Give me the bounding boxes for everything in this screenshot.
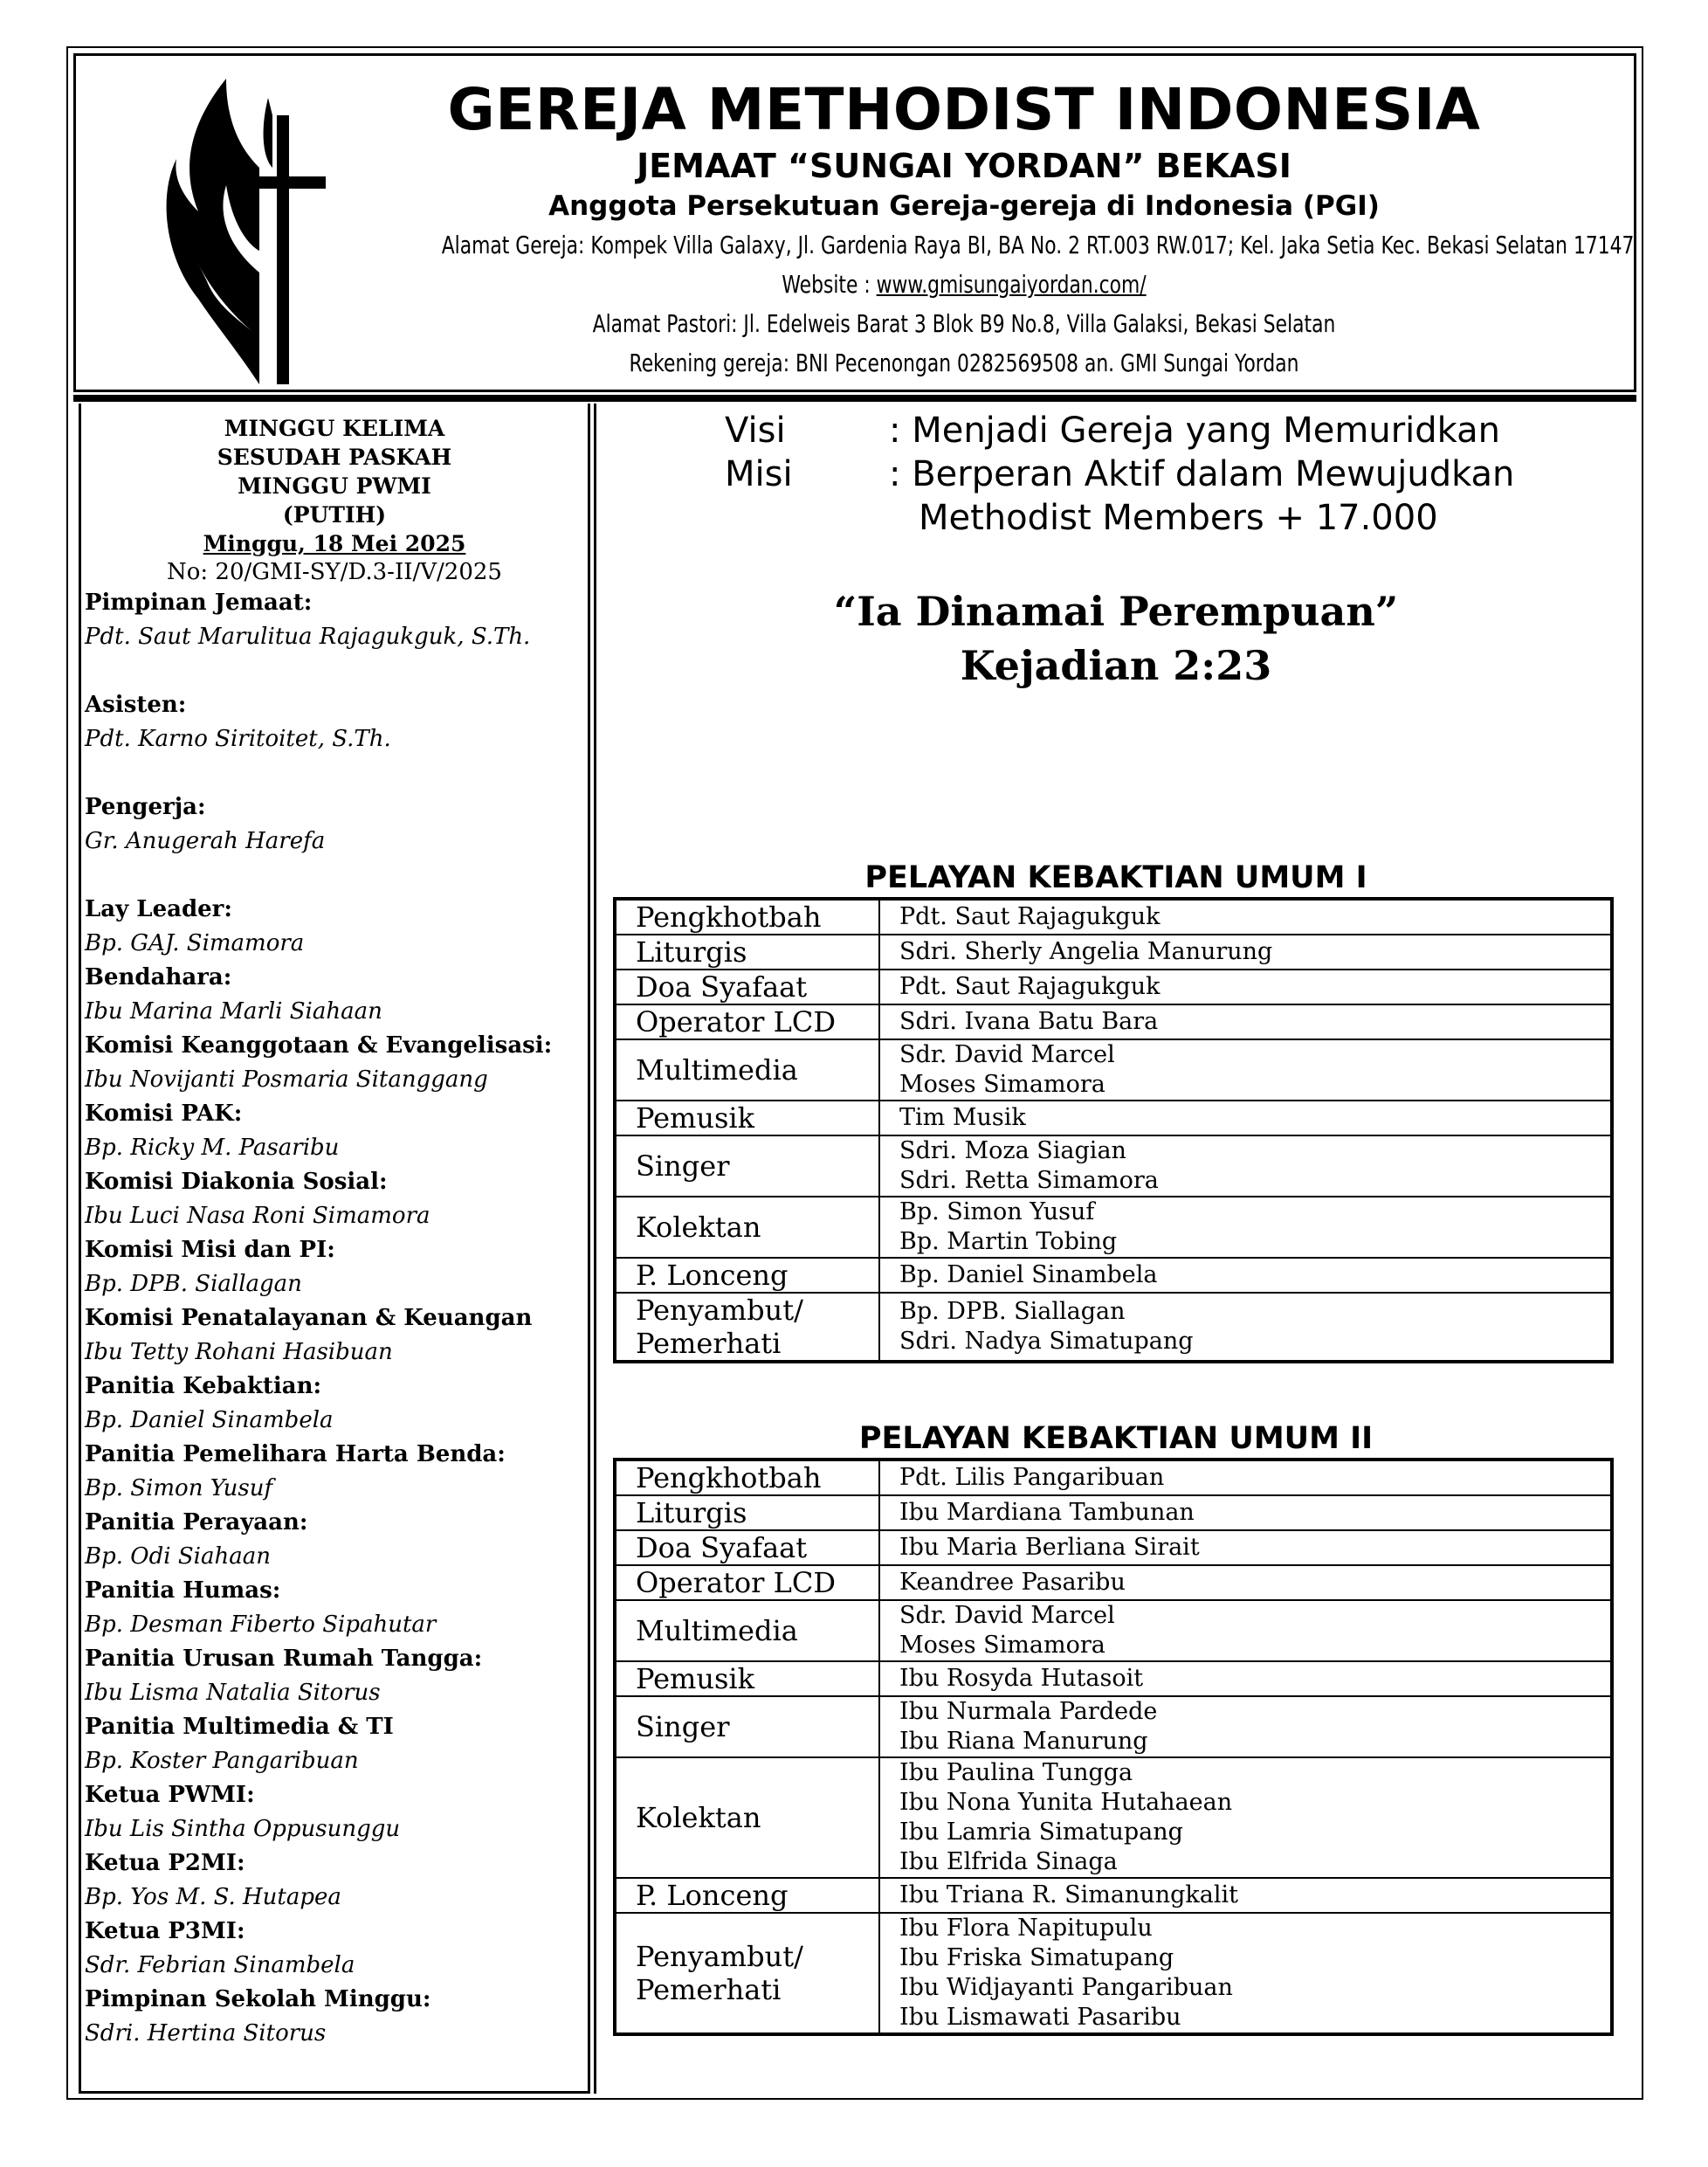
service-role: Multimedia [615, 1600, 879, 1661]
staff-role: Panitia Perayaan: [85, 1509, 308, 1536]
servant-name: Sdri. Moza Siagian [899, 1137, 1126, 1164]
service-role: Singer [615, 1696, 879, 1757]
service-role: Liturgis [615, 935, 879, 970]
service-names [879, 1258, 1612, 1293]
servant-name: Bp. Martin Tobing [899, 1228, 1118, 1255]
table-row [615, 1460, 1612, 1495]
header [73, 53, 1636, 392]
service-role: Operator LCD [615, 1004, 879, 1039]
servant-name: Sdri. Retta Simamora [899, 1167, 1159, 1194]
staff-role: Panitia Multimedia & TI [85, 1714, 394, 1740]
table-row [615, 1661, 1612, 1696]
left-column [79, 404, 590, 2094]
staff-name: Bp. Yos M. S. Hutapea [85, 1884, 341, 1910]
staff-name: Bp. Desman Fiberto Sipahutar [85, 1611, 437, 1638]
servant-name: Pdt. Saut Rajagukguk [899, 903, 1160, 930]
servant-name: Sdri. Sherly Angelia Manurung [899, 938, 1273, 965]
staff-name: Ibu Lisma Natalia Sitorus [85, 1680, 381, 1706]
servant-name: Ibu Flora Napitupulu [899, 1915, 1153, 1942]
service-role: Pemusik [615, 1661, 879, 1696]
staff-name: Bp. Odi Siahaan [85, 1543, 271, 1570]
service-names [879, 1135, 1612, 1197]
website-label: Website : [782, 270, 877, 299]
service-names [879, 1039, 1612, 1101]
servant-name: Ibu Triana R. Simanungkalit [899, 1881, 1238, 1908]
staff-role: Bendahara: [85, 964, 232, 990]
servant-name: Moses Simamora [899, 1071, 1105, 1098]
servant-name: Ibu Nurmala Pardede [899, 1698, 1158, 1725]
staff-role: Asisten: [85, 692, 187, 718]
staff-name: Bp. DPB. Siallagan [85, 1271, 302, 1297]
service-role: Liturgis [615, 1495, 879, 1530]
sermon-verse: Kejadian 2:23 [960, 642, 1272, 689]
staff-name: Ibu Marina Marli Siahaan [85, 998, 382, 1025]
header-divider [73, 395, 1636, 402]
visi-label: Visi [725, 411, 786, 451]
service-role: Kolektan [615, 1197, 879, 1258]
servant-name: Ibu Paulina Tungga [899, 1759, 1133, 1786]
servant-name: Keandree Pasaribu [899, 1569, 1126, 1596]
vision-mission [725, 409, 1514, 540]
table-row [615, 1913, 1612, 2034]
staff-name: Bp. Daniel Sinambela [85, 1407, 334, 1433]
servant-name: Bp. Daniel Sinambela [899, 1261, 1158, 1288]
servant-name: Bp. Simon Yusuf [899, 1198, 1095, 1225]
staff-name: Sdr. Febrian Sinambela [85, 1952, 355, 1978]
staff-name: Ibu Tetty Rohani Hasibuan [85, 1339, 393, 1365]
heading-line: MINGGU KELIMA [224, 416, 445, 441]
service-role: P. Lonceng [615, 1878, 879, 1913]
servant-name: Ibu Rosyda Hutasoit [899, 1665, 1144, 1692]
service-role: Penyambut/ Pemerhati [615, 1913, 879, 2034]
staff-name: Ibu Novijanti Posmaria Sitanggang [85, 1066, 488, 1093]
servant-name: Pdt. Lilis Pangaribuan [899, 1464, 1165, 1491]
parsonage-address: Alamat Pastori: Jl. Edelweis Barat 3 Blok B9 No.8, Villa Galaksi, Bekasi Selatan [592, 309, 1336, 338]
service-role: Multimedia [615, 1039, 879, 1101]
table-row [615, 1101, 1612, 1135]
membership-line: Anggota Persekutuan Gereja-gereja di Indonesia (PGI) [548, 190, 1380, 222]
staff-list [81, 586, 588, 2051]
heading-line: SESUDAH PASKAH [217, 445, 452, 470]
service-date: Minggu, 18 Mei 2025 [203, 531, 466, 556]
table-row [615, 1757, 1612, 1878]
staff-role: Pimpinan Sekolah Minggu: [85, 1986, 431, 2012]
staff-name: Pdt. Karno Siritoitet, S.Th. [85, 726, 391, 752]
document-number: No: 20/GMI-SY/D.3-II/V/2025 [167, 559, 502, 585]
service-names [879, 1197, 1612, 1258]
congregation-name: JEMAAT “SUNGAI YORDAN” BEKASI [637, 147, 1291, 185]
service-2-title: PELAYAN KEBAKTIAN UMUM II [858, 1421, 1374, 1456]
service-names [879, 1004, 1612, 1039]
staff-name: Pdt. Saut Marulitua Rajagukguk, S.Th. [85, 624, 531, 650]
staff-role: Ketua P2MI: [85, 1850, 245, 1876]
servant-name: Ibu Widjayanti Pangaribuan [899, 1974, 1233, 2001]
service-names [879, 935, 1612, 970]
staff-role: Ketua P3MI: [85, 1918, 245, 1944]
service-names [879, 1495, 1612, 1530]
table-row [615, 1004, 1612, 1039]
servant-name: Sdri. Nadya Simatupang [899, 1328, 1194, 1355]
servant-name: Sdri. Ivana Batu Bara [899, 1008, 1159, 1035]
staff-role: Lay Leader: [85, 896, 232, 922]
misi-label: Misi [725, 454, 793, 494]
service-role: P. Lonceng [615, 1258, 879, 1293]
table-row [615, 1530, 1612, 1565]
staff-role: Komisi Diakonia Sosial: [85, 1169, 388, 1195]
table-row [615, 1258, 1612, 1293]
service-names [879, 1757, 1612, 1878]
servant-name: Moses Simamora [899, 1632, 1105, 1659]
service-1-table [613, 897, 1614, 1363]
visi-text: : Menjadi Gereja yang Memuridkan [889, 411, 1500, 451]
service-role: Operator LCD [615, 1565, 879, 1600]
servant-name: Ibu Elfrida Sinaga [899, 1848, 1118, 1875]
staff-role: Komisi Penatalayanan & Keuangan [85, 1305, 533, 1331]
service-role: Penyambut/ Pemerhati [615, 1293, 879, 1362]
staff-role: Ketua PWMI: [85, 1782, 255, 1808]
sermon-title: “Ia Dinamai Perempuan” [833, 588, 1399, 635]
table-row [615, 935, 1612, 970]
staff-role: Panitia Humas: [85, 1577, 281, 1604]
service-names [879, 1530, 1612, 1565]
service-role: Doa Syafaat [615, 1530, 879, 1565]
table-row [615, 899, 1612, 935]
staff-role: Komisi Misi dan PI: [85, 1237, 335, 1263]
service-role: Pemusik [615, 1101, 879, 1135]
staff-name: Bp. GAJ. Simamora [85, 930, 305, 956]
table-row [615, 1696, 1612, 1757]
liturgical-heading [81, 414, 588, 558]
service-names [879, 1600, 1612, 1661]
staff-name: Ibu Luci Nasa Roni Simamora [85, 1203, 430, 1229]
misi-text-continued: Methodist Members + 17.000 [919, 498, 1438, 538]
website-link[interactable]: www.gmisungaiyordan.com/ [876, 270, 1147, 299]
heading-line: MINGGU PWMI [238, 473, 431, 499]
servant-name: Ibu Maria Berliana Sirait [899, 1534, 1200, 1561]
servant-name: Ibu Lismawati Pasaribu [899, 2004, 1181, 2031]
staff-role: Pimpinan Jemaat: [85, 590, 313, 616]
servant-name: Ibu Lamria Simatupang [899, 1818, 1183, 1846]
staff-role: Pengerja: [85, 794, 206, 820]
service-names [879, 899, 1612, 935]
service-role: Singer [615, 1135, 879, 1197]
service-role: Kolektan [615, 1757, 879, 1878]
staff-role: Komisi Keanggotaan & Evangelisasi: [85, 1032, 553, 1059]
table-row [615, 1293, 1612, 1362]
service-role: Doa Syafaat [615, 970, 879, 1004]
staff-role: Panitia Urusan Rumah Tangga: [85, 1646, 483, 1672]
staff-name: Bp. Simon Yusuf [85, 1475, 273, 1501]
servant-name: Ibu Mardiana Tambunan [899, 1499, 1195, 1526]
heading-line: (PUTIH) [282, 502, 387, 528]
staff-name: Bp. Koster Pangaribuan [85, 1748, 359, 1774]
service-role: Pengkhotbah [615, 1460, 879, 1495]
service-names [879, 1293, 1612, 1362]
service-1-title: PELAYAN KEBAKTIAN UMUM I [864, 860, 1367, 895]
table-row [615, 1197, 1612, 1258]
table-row [615, 1565, 1612, 1600]
staff-name: Sdri. Hertina Sitorus [85, 2020, 327, 2046]
servant-name: Ibu Friska Simatupang [899, 1944, 1174, 1971]
service-role: Pengkhotbah [615, 899, 879, 935]
servant-name: Tim Musik [899, 1104, 1026, 1131]
service-names [879, 1460, 1612, 1495]
website-line [442, 265, 1487, 304]
service-names [879, 1101, 1612, 1135]
service-2-table [613, 1458, 1614, 2036]
servant-name: Sdr. David Marcel [899, 1602, 1115, 1629]
table-row [615, 1135, 1612, 1197]
staff-role: Komisi PAK: [85, 1101, 243, 1127]
servant-name: Bp. DPB. Siallagan [899, 1298, 1126, 1325]
table-row [615, 1600, 1612, 1661]
service-names [879, 1878, 1612, 1913]
staff-role: Panitia Kebaktian: [85, 1373, 322, 1399]
service-names [879, 1565, 1612, 1600]
church-address: Alamat Gereja: Kompek Villa Galaxy, Jl. Gardenia Raya BI, BA No. 2 RT.003 RW.017; Kel. Jaka Setia Kec. Bekasi Selatan 17147 [441, 231, 1635, 259]
service-names [879, 970, 1612, 1004]
servant-name: Ibu Nona Yunita Hutahaean [899, 1789, 1233, 1816]
staff-name: Ibu Lis Sintha Oppusunggu [85, 1816, 401, 1842]
service-names [879, 1913, 1612, 2034]
church-title: GEREJA METHODIST INDONESIA [447, 76, 1481, 143]
table-row [615, 970, 1612, 1004]
service-names [879, 1696, 1612, 1757]
staff-name: Bp. Ricky M. Pasaribu [85, 1135, 340, 1161]
table-row [615, 1878, 1612, 1913]
table-row [615, 1039, 1612, 1101]
staff-role: Panitia Pemelihara Harta Benda: [85, 1441, 506, 1467]
bank-account: Rekening gereja: BNI Pecenongan 0282569508 an. GMI Sungai Yordan [629, 349, 1299, 377]
servant-name: Sdr. David Marcel [899, 1041, 1115, 1068]
misi-text: : Berperan Aktif dalam Mewujudkan [889, 454, 1515, 494]
servant-name: Pdt. Saut Rajagukguk [899, 973, 1160, 1000]
table-row [615, 1495, 1612, 1530]
staff-name: Gr. Anugerah Harefa [85, 828, 326, 854]
servant-name: Ibu Riana Manurung [899, 1728, 1148, 1755]
service-names [879, 1661, 1612, 1696]
